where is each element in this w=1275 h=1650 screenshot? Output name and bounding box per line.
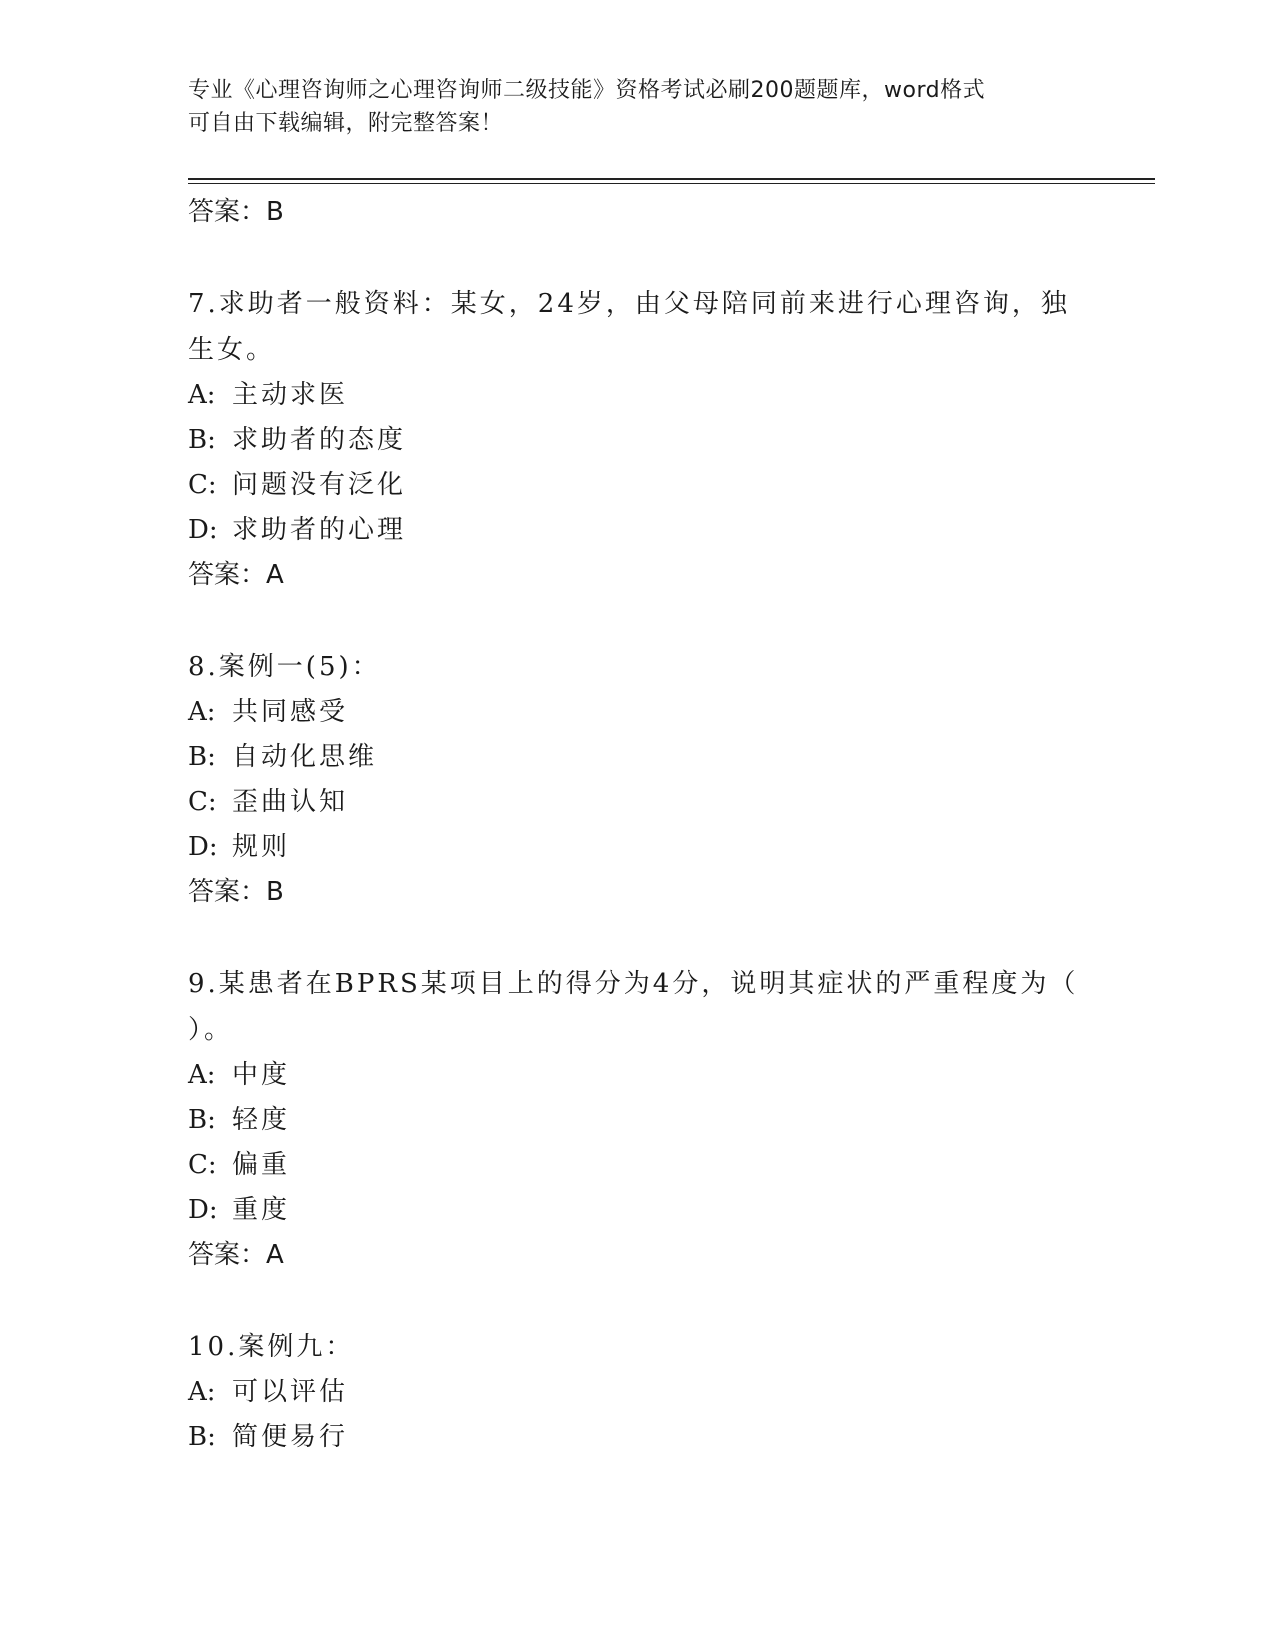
- question-block: [188, 1324, 1088, 1460]
- option-text: 主动求医: [232, 380, 349, 410]
- option-text: 自动化思维: [232, 742, 378, 772]
- question-stem-line: 8.案例一(5)：: [188, 652, 381, 682]
- question-gap: [188, 915, 1088, 961]
- option-row: [188, 1370, 1088, 1415]
- question-gap: [188, 235, 1088, 281]
- option-letter: D:: [188, 1195, 218, 1225]
- option-row: [188, 508, 1088, 553]
- option-letter: B:: [188, 742, 216, 772]
- header-rule-thin: [188, 183, 1155, 184]
- option-letter: C:: [188, 787, 217, 817]
- question-block: [188, 961, 1088, 1278]
- question-stem-line: 9.某患者在BPRS某项目上的得分为4分，说明其症状的严重程度为（: [188, 969, 1079, 999]
- answer-line: 答案：A: [188, 560, 284, 590]
- option-letter: A:: [188, 697, 216, 727]
- option-row: [188, 1188, 1088, 1233]
- option-text: 求助者的心理: [232, 515, 407, 545]
- option-letter: B:: [188, 1422, 216, 1452]
- option-row: [188, 373, 1088, 418]
- option-text: 问题没有泛化: [232, 470, 407, 500]
- option-text: 求助者的态度: [232, 425, 407, 455]
- option-letter: B:: [188, 1105, 216, 1135]
- question-block: [188, 281, 1088, 598]
- question-stem-line: ）。: [188, 1015, 234, 1045]
- question-stem-line: 10.案例九：: [188, 1332, 355, 1362]
- option-letter: D:: [188, 515, 218, 545]
- option-text: 中度: [232, 1060, 291, 1090]
- answer-line: 答案：A: [188, 1240, 284, 1270]
- option-text: 偏重: [232, 1150, 291, 1180]
- header-rule-thick: [188, 178, 1155, 180]
- option-text: 可以评估: [232, 1377, 349, 1407]
- option-letter: A:: [188, 1060, 216, 1090]
- option-row: [188, 1053, 1088, 1098]
- option-row: [188, 463, 1088, 508]
- answer-line: 答案：B: [188, 197, 284, 227]
- option-row: [188, 735, 1088, 780]
- option-row: [188, 1415, 1088, 1460]
- option-letter: A:: [188, 1377, 216, 1407]
- question-block: [188, 644, 1088, 915]
- question-gap: [188, 1278, 1088, 1324]
- option-text: 共同感受: [232, 697, 349, 727]
- question-gap: [188, 598, 1088, 644]
- option-letter: C:: [188, 470, 217, 500]
- option-letter: B:: [188, 425, 216, 455]
- option-text: 重度: [232, 1195, 291, 1225]
- option-row: [188, 780, 1088, 825]
- question-list: [188, 190, 1088, 1460]
- option-letter: C:: [188, 1150, 217, 1180]
- header-line-2: 可自由下载编辑，附完整答案！: [188, 111, 504, 136]
- question-stem-line: 生女。: [188, 335, 276, 365]
- option-text: 轻度: [232, 1105, 291, 1135]
- question-stem-line: 7.求助者一般资料：某女，24岁，由父母陪同前来进行心理咨询，独: [188, 289, 1070, 319]
- option-row: [188, 690, 1088, 735]
- option-row: [188, 1143, 1088, 1188]
- option-letter: D:: [188, 832, 218, 862]
- option-text: 规则: [232, 832, 291, 862]
- option-row: [188, 825, 1088, 870]
- option-row: [188, 418, 1088, 463]
- option-text: 简便易行: [232, 1422, 349, 1452]
- option-letter: A:: [188, 380, 216, 410]
- document-header: [188, 74, 1088, 140]
- option-row: [188, 1098, 1088, 1143]
- header-line-1: 专业《心理咨询师之心理咨询师二级技能》资格考试必刷200题题库，word格式: [188, 78, 986, 103]
- option-text: 歪曲认知: [232, 787, 349, 817]
- answer-line: 答案：B: [188, 877, 284, 907]
